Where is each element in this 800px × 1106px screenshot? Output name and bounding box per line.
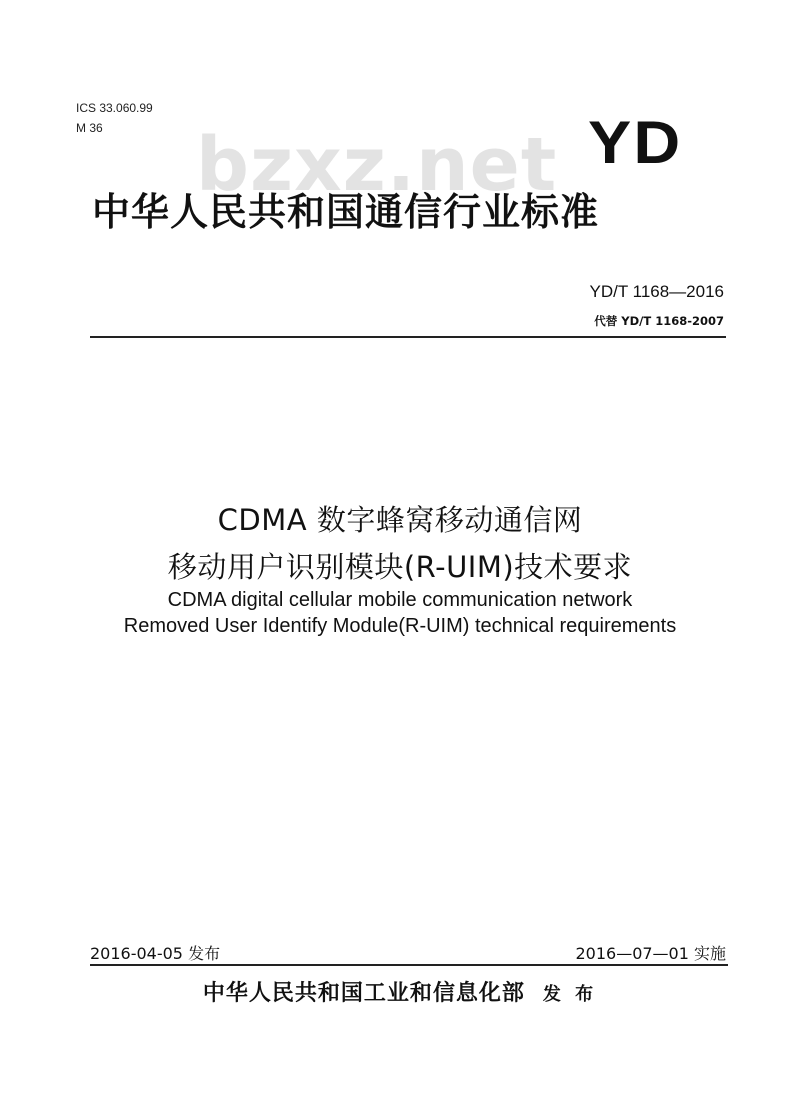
replaces-standard: 代替 YD/T 1168-2007 <box>594 314 724 328</box>
yd-logo: YD <box>588 109 683 176</box>
footer-divider <box>90 964 728 966</box>
document-title-en-line1: CDMA digital cellular mobile communication network <box>167 589 633 611</box>
standard-category-title: 中华人民共和国通信行业标准 <box>92 190 600 234</box>
classification-code: M 36 <box>76 121 103 135</box>
header-divider <box>90 336 726 338</box>
document-title-cn-line1: CDMA 数字蜂窝移动通信网 <box>217 503 583 537</box>
standard-number: YD/T 1168—2016 <box>589 282 724 301</box>
issuing-authority <box>0 976 800 1007</box>
document-title-en-line2: Removed User Identify Module(R-UIM) technical requirements <box>123 615 677 637</box>
ics-code: ICS 33.060.99 <box>76 101 153 115</box>
issuer-name: 中华人民共和国工业和信息化部 <box>202 980 525 1006</box>
publish-date: 2016-04-05 发布 <box>90 944 221 963</box>
watermark: bzxz.net <box>196 122 558 208</box>
effective-date: 2016—07—01 实施 <box>575 944 726 963</box>
issuer-action: 发 布 <box>542 984 598 1005</box>
document-title-cn-line2: 移动用户识别模块(R-UIM)技术要求 <box>167 550 633 584</box>
